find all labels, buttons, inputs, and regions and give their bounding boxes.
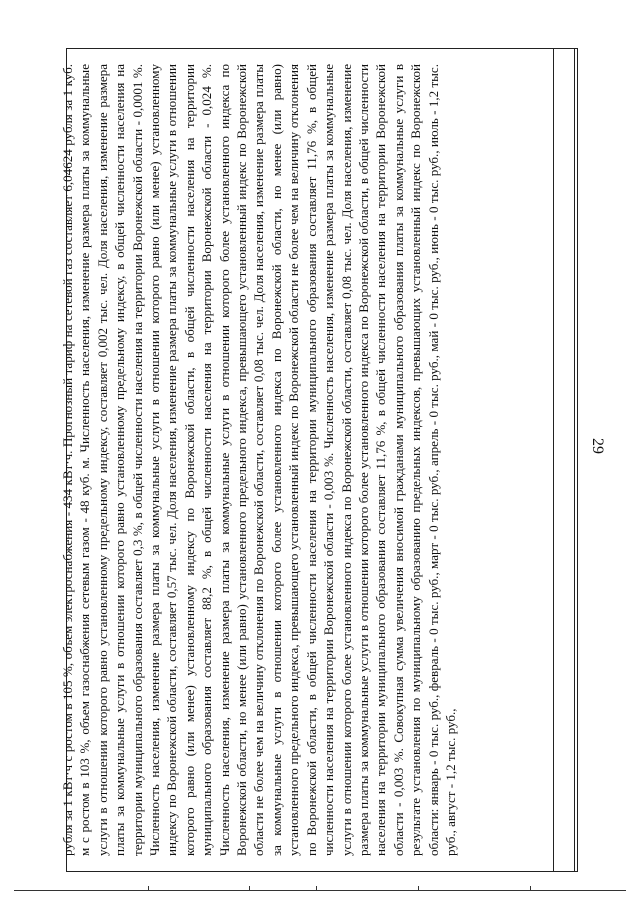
table-cell-text: рубля за 1 кВт·ч с ростом в 105 %, объем электроснабжения - 434 кВт·ч. Прогнозный тариф на сетевой газ составляет 6,04624 рубля за 1 куб. м с ростом в 103 %, объем газоснабжения сетевым газом - 48 куб. м. Численность населения, изменение размера платы за коммунальные услуги в отношении которого равно установленному предельному индексу, составляет 0,002 тыс. чел. Доля населения, изменение размера платы за коммунальные услуги в отношении которого равно установленному предельному индексу, в общей численности населения на территории муниципального образования составляет 0,3 %, в общей численности населения на территории Воронежской области - 0,0001 %. Численность населения, изменение размера платы за коммунальные услуги в отношении которого равно (или менее) установленному индексу по Воронежской области, составляет 0,57 тыс. чел. Доля населения, изменение размера платы за коммунальные услуги в отношении которого равно (или менее) установленному индексу по Воронежской области, в общей численности населения на территории муниципального образования составляет 88,2 %, в общей численности населения на территории Воронежской области - 0,024 %. Численность населения, изменение размера платы за коммунальные услуги в отношении которого более установленного индекса по Воронежской области, но менее (или равно) установленного предельного индекса, превышающего установленный индекс по Воронежской области не более чем на величину отклонения по Воронежской области, составляет 0,08 тыс. чел. Доля населения, изменение размера платы за коммунальные услуги в отношении которого более установленного индекса по Воронежской области, но менее (или равно) установленного предельного индекса, превышающего установленный индекс по Воронежской области не более чем на величину отклонения по Воронежской области, в общей численности населения на территории муниципального образования составляет 11,76 %, в общей численности населения на территории Воронежской области - 0,003 %. Численность населения, изменение размера платы за коммунальные услуги в отношении которого более установленного индекса по Воронежской области, составляет 0,08 тыс. чел. Доля населения, изменение размера платы за коммунальные услуги в отношении которого более установленного индекса по Воронежской области, в общей численности населения на территории муниципального образования составляет 11,76 %, в общей численности населения на территории Воронежской области - 0,003 %. Совокупная сумма увеличения вносимой гражданами муниципального образования платы за коммунальные услуги в результате установления по муниципальному образованию предельных индексов, превышающих установленный индекс по Воронежской области: январь - 0 тыс. руб., февраль - 0 тыс. руб., март - 0 тыс. руб., апрель - 0 тыс. руб., май - 0 тыс. руб., июнь - 0 тыс. руб., июль - 1,2 тыс. руб., август - 1,2 тыс. руб., (60, 64, 458, 856)
scan-tick-mark (148, 886, 149, 891)
scan-tick-mark (530, 886, 531, 891)
page-bottom-rule (14, 890, 626, 891)
scan-tick-mark (249, 886, 250, 891)
scan-tick-mark (418, 886, 419, 891)
column-divider (574, 49, 575, 871)
page-number: 29 (589, 438, 606, 454)
column-divider (553, 49, 554, 871)
scan-tick-mark (316, 886, 317, 891)
